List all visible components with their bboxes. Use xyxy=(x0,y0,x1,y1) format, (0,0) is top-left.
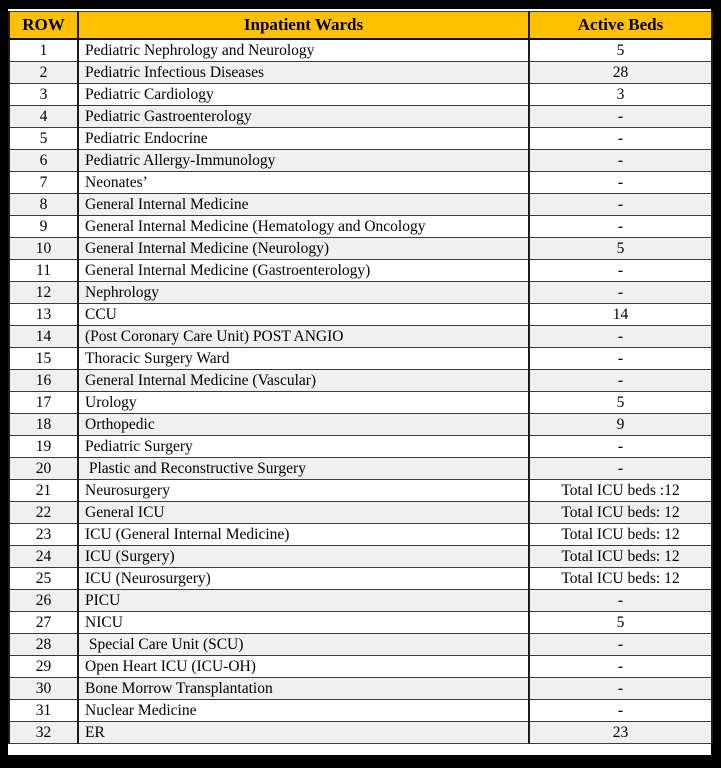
ward-name-cell: (Post Coronary Care Unit) POST ANGIO xyxy=(78,325,529,347)
row-number-cell: 12 xyxy=(9,281,78,303)
table-row xyxy=(9,699,712,721)
row-number-cell: 15 xyxy=(9,347,78,369)
row-number-cell: 32 xyxy=(9,721,78,743)
table-row xyxy=(9,589,712,611)
ward-name-cell: General Internal Medicine (Neurology) xyxy=(78,237,529,259)
table-row xyxy=(9,435,712,457)
table-row xyxy=(9,61,712,83)
table-row xyxy=(9,215,712,237)
table-row xyxy=(9,611,712,633)
inpatient-wards-table xyxy=(8,11,713,744)
ward-name-cell: PICU xyxy=(78,589,529,611)
active-beds-cell: 23 xyxy=(529,721,712,743)
table-row xyxy=(9,391,712,413)
active-beds-cell: - xyxy=(529,633,712,655)
table-row xyxy=(9,457,712,479)
row-number-cell: 24 xyxy=(9,545,78,567)
active-beds-cell: 9 xyxy=(529,413,712,435)
table-row xyxy=(9,259,712,281)
active-beds-cell: - xyxy=(529,193,712,215)
active-beds-cell: 3 xyxy=(529,83,712,105)
table-row xyxy=(9,501,712,523)
ward-name-cell: Special Care Unit (SCU) xyxy=(78,633,529,655)
row-number-cell: 19 xyxy=(9,435,78,457)
ward-name-cell: Pediatric Nephrology and Neurology xyxy=(78,39,529,62)
row-number-cell: 25 xyxy=(9,567,78,589)
row-number-cell: 20 xyxy=(9,457,78,479)
ward-name-cell: Plastic and Reconstructive Surgery xyxy=(78,457,529,479)
ward-name-cell: Urology xyxy=(78,391,529,413)
ward-name-cell: ICU (Surgery) xyxy=(78,545,529,567)
row-number-cell: 28 xyxy=(9,633,78,655)
row-number-cell: 11 xyxy=(9,259,78,281)
row-number-cell: 21 xyxy=(9,479,78,501)
active-beds-cell: 5 xyxy=(529,391,712,413)
active-beds-cell: Total ICU beds: 12 xyxy=(529,545,712,567)
header-row-number: ROW xyxy=(9,12,78,39)
ward-name-cell: ICU (General Internal Medicine) xyxy=(78,523,529,545)
ward-name-cell: Nephrology xyxy=(78,281,529,303)
active-beds-cell: - xyxy=(529,655,712,677)
table-row xyxy=(9,655,712,677)
row-number-cell: 9 xyxy=(9,215,78,237)
active-beds-cell: 5 xyxy=(529,237,712,259)
active-beds-cell: 5 xyxy=(529,611,712,633)
row-number-cell: 1 xyxy=(9,39,78,62)
row-number-cell: 13 xyxy=(9,303,78,325)
table-row xyxy=(9,193,712,215)
table-row xyxy=(9,677,712,699)
table-row xyxy=(9,39,712,62)
document-page xyxy=(8,9,711,755)
active-beds-cell: 14 xyxy=(529,303,712,325)
active-beds-cell: - xyxy=(529,369,712,391)
table-row xyxy=(9,545,712,567)
active-beds-cell: - xyxy=(529,149,712,171)
ward-name-cell: General Internal Medicine (Vascular) xyxy=(78,369,529,391)
row-number-cell: 3 xyxy=(9,83,78,105)
table-row xyxy=(9,721,712,743)
table-row xyxy=(9,303,712,325)
row-number-cell: 8 xyxy=(9,193,78,215)
ward-name-cell: Pediatric Gastroenterology xyxy=(78,105,529,127)
row-number-cell: 2 xyxy=(9,61,78,83)
active-beds-cell: - xyxy=(529,325,712,347)
row-number-cell: 10 xyxy=(9,237,78,259)
ward-name-cell: Orthopedic xyxy=(78,413,529,435)
row-number-cell: 4 xyxy=(9,105,78,127)
active-beds-cell: Total ICU beds: 12 xyxy=(529,523,712,545)
ward-name-cell: NICU xyxy=(78,611,529,633)
active-beds-cell: - xyxy=(529,171,712,193)
ward-name-cell: ICU (Neurosurgery) xyxy=(78,567,529,589)
active-beds-cell: - xyxy=(529,435,712,457)
active-beds-cell: - xyxy=(529,347,712,369)
row-number-cell: 31 xyxy=(9,699,78,721)
ward-name-cell: CCU xyxy=(78,303,529,325)
table-row xyxy=(9,479,712,501)
table-row xyxy=(9,633,712,655)
row-number-cell: 6 xyxy=(9,149,78,171)
ward-name-cell: General Internal Medicine (Gastroenterology) xyxy=(78,259,529,281)
row-number-cell: 5 xyxy=(9,127,78,149)
row-number-cell: 17 xyxy=(9,391,78,413)
ward-name-cell: Neurosurgery xyxy=(78,479,529,501)
table-row xyxy=(9,149,712,171)
table-row xyxy=(9,83,712,105)
table-row xyxy=(9,127,712,149)
row-number-cell: 18 xyxy=(9,413,78,435)
active-beds-cell: Total ICU beds :12 xyxy=(529,479,712,501)
table-row xyxy=(9,347,712,369)
table-row xyxy=(9,567,712,589)
ward-name-cell: ER xyxy=(78,721,529,743)
row-number-cell: 30 xyxy=(9,677,78,699)
header-row xyxy=(9,12,712,39)
active-beds-cell: - xyxy=(529,677,712,699)
row-number-cell: 7 xyxy=(9,171,78,193)
row-number-cell: 14 xyxy=(9,325,78,347)
active-beds-cell: - xyxy=(529,589,712,611)
ward-name-cell: Pediatric Surgery xyxy=(78,435,529,457)
ward-name-cell: Nuclear Medicine xyxy=(78,699,529,721)
header-active-beds: Active Beds xyxy=(529,12,712,39)
table-row xyxy=(9,281,712,303)
active-beds-cell: Total ICU beds: 12 xyxy=(529,501,712,523)
table-row xyxy=(9,171,712,193)
row-number-cell: 27 xyxy=(9,611,78,633)
table-header xyxy=(9,12,712,39)
ward-name-cell: Open Heart ICU (ICU-OH) xyxy=(78,655,529,677)
row-number-cell: 22 xyxy=(9,501,78,523)
row-number-cell: 26 xyxy=(9,589,78,611)
table-row xyxy=(9,413,712,435)
active-beds-cell: - xyxy=(529,215,712,237)
row-number-cell: 29 xyxy=(9,655,78,677)
ward-name-cell: Pediatric Cardiology xyxy=(78,83,529,105)
active-beds-cell: Total ICU beds: 12 xyxy=(529,567,712,589)
ward-name-cell: General ICU xyxy=(78,501,529,523)
row-number-cell: 23 xyxy=(9,523,78,545)
ward-name-cell: Bone Morrow Transplantation xyxy=(78,677,529,699)
active-beds-cell: - xyxy=(529,699,712,721)
active-beds-cell: - xyxy=(529,457,712,479)
ward-name-cell: Neonates’ xyxy=(78,171,529,193)
ward-name-cell: Pediatric Infectious Diseases xyxy=(78,61,529,83)
row-number-cell: 16 xyxy=(9,369,78,391)
ward-name-cell: Thoracic Surgery Ward xyxy=(78,347,529,369)
table-row xyxy=(9,325,712,347)
active-beds-cell: - xyxy=(529,259,712,281)
active-beds-cell: 5 xyxy=(529,39,712,62)
header-inpatient-wards: Inpatient Wards xyxy=(78,12,529,39)
table-row xyxy=(9,369,712,391)
table-row xyxy=(9,237,712,259)
active-beds-cell: - xyxy=(529,281,712,303)
ward-name-cell: General Internal Medicine xyxy=(78,193,529,215)
active-beds-cell: 28 xyxy=(529,61,712,83)
active-beds-cell: - xyxy=(529,127,712,149)
table-row xyxy=(9,523,712,545)
ward-name-cell: General Internal Medicine (Hematology and Oncology xyxy=(78,215,529,237)
ward-name-cell: Pediatric Endocrine xyxy=(78,127,529,149)
active-beds-cell: - xyxy=(529,105,712,127)
ward-name-cell: Pediatric Allergy-Immunology xyxy=(78,149,529,171)
table-row xyxy=(9,105,712,127)
table-body xyxy=(9,39,712,744)
